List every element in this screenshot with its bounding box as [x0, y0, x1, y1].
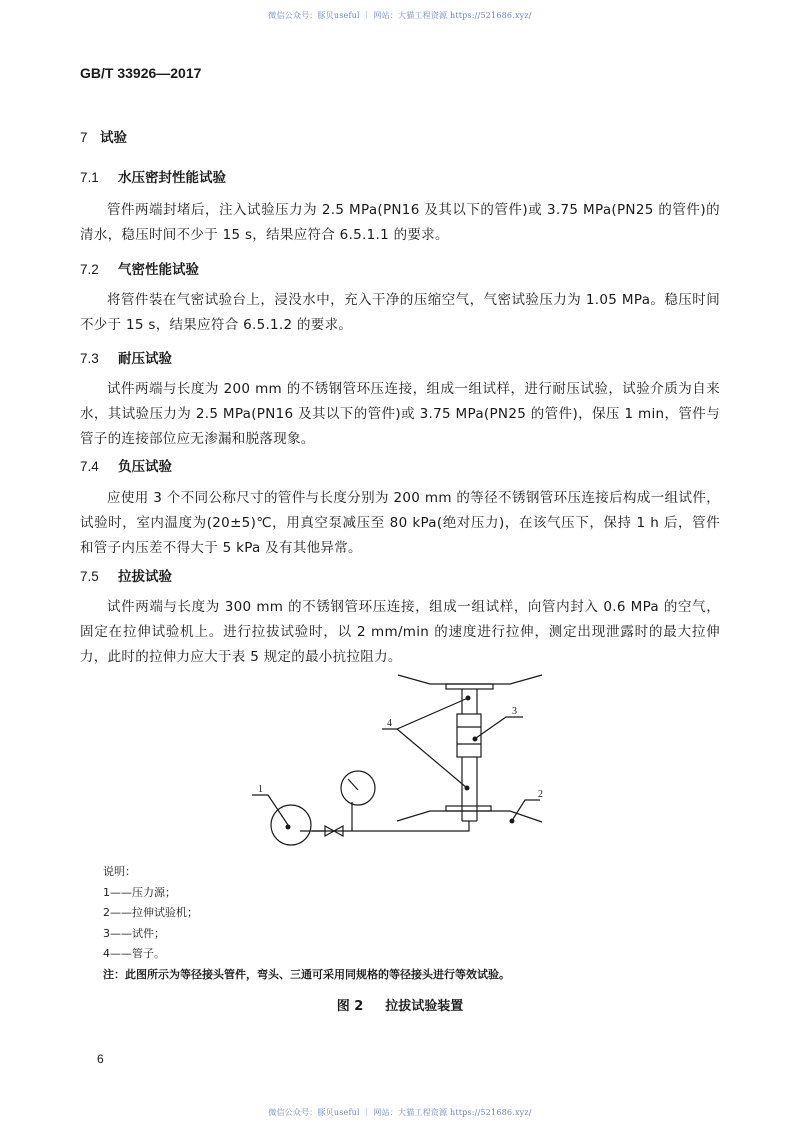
- section-title: 试验: [100, 130, 127, 146]
- legend-item-2: 2——拉伸试验机；: [103, 906, 198, 919]
- callout-1: 1: [258, 784, 263, 795]
- subsection-title: 水压密封性能试验: [118, 170, 226, 186]
- callout-3: 3: [512, 706, 517, 717]
- subsection-title: 气密性能试验: [118, 262, 199, 278]
- figure-caption: [0, 995, 800, 1014]
- figure-number: 图 2: [336, 999, 364, 1014]
- figure-legend: [103, 862, 510, 985]
- paragraph-7-4: 应使用 3 个不同公称尺寸的管件与长度分别为 200 mm 的等径不锈钢管环压连接后构成一组试件，试验时，室内温度为(20±5)℃，用真空泵减压至 80 kPa(绝对压力)，在该气压下，保持 1 h 后，管件和管子内压差不得大于 5 kPa 及有其他异常。: [80, 490, 720, 556]
- paragraph-7-1: 管件两端封堵后，注入试验压力为 2.5 MPa(PN16 及其以下的管件)或 3.75 MPa(PN25 的管件)的清水，稳压时间不少于 15 s，结果应符合 6.5.1.1 的要求。: [80, 202, 720, 243]
- subsection-number: 7.5: [80, 569, 99, 584]
- subsection-heading-7-2: [80, 258, 199, 278]
- figure-title: 拉拔试验装置: [385, 999, 464, 1014]
- legend-item-3: 3——试件；: [103, 926, 165, 940]
- subsection-heading-7-4: [80, 455, 172, 475]
- subsection-title: 负压试验: [118, 459, 172, 475]
- paragraph-7-3: 试件两端与长度为 200 mm 的不锈钢管环压连接，组成一组试样，进行耐压试验，试验介质为自来水，其试验压力为 2.5 MPa(PN16 及其以下的管件)或 3.75 MPa(PN25 的管件)，保压 1 min，管件与管子的连接部位应无渗漏和脱落现象。: [80, 381, 720, 447]
- subsection-title: 拉拔试验: [118, 569, 172, 585]
- subsection-heading-7-5: [80, 565, 172, 585]
- legend-title: 说明：: [103, 865, 136, 878]
- pull-out-test-diagram: [240, 665, 560, 860]
- callout-4: 4: [387, 718, 392, 729]
- section-number: 7: [80, 130, 88, 145]
- legend-item-1: 1——压力源；: [103, 885, 176, 899]
- watermark-bottom: 微信公众号：豚贝useful ｜ 网站：大猫工程资源 https://521686.xyz/: [268, 1108, 532, 1117]
- subsection-number: 7.4: [80, 459, 99, 474]
- subsection-number: 7.3: [80, 351, 99, 366]
- paragraph-7-5: 试件两端与长度为 300 mm 的不锈钢管环压连接，组成一组试样，向管内封入 0.6 MPa 的空气，固定在拉伸试验机上。进行拉拔试验时，以 2 mm/min 的速度进行拉伸，测定出现泄露时的最大拉伸力，此时的拉伸力应大于表 5 规定的最小抗拉阻力。: [80, 599, 720, 665]
- subsection-heading-7-1: [80, 166, 226, 186]
- subsection-heading-7-3: [80, 347, 172, 367]
- paragraph-7-2: 将管件装在气密试验台上，浸没水中，充入干净的压缩空气，气密试验压力为 1.05 MPa。稳压时间不少于 15 s，结果应符合 6.5.1.2 的要求。: [80, 292, 720, 333]
- figure-note: 注：此图所示为等径接头管件，弯头、三通可采用同规格的等径接头进行等效试验。: [103, 967, 510, 981]
- page-number: 6: [97, 1052, 104, 1066]
- subsection-title: 耐压试验: [118, 351, 172, 367]
- subsection-number: 7.2: [80, 262, 99, 277]
- watermark-top: 微信公众号：豚贝useful ｜ 网站：大猫工程资源 https://521686.xyz/: [268, 11, 532, 20]
- section-heading: [80, 126, 127, 146]
- subsection-number: 7.1: [80, 170, 99, 185]
- standard-code: GB/T 33926—2017: [80, 65, 202, 81]
- legend-item-4: 4——管子。: [103, 947, 165, 960]
- callout-2: 2: [538, 789, 543, 800]
